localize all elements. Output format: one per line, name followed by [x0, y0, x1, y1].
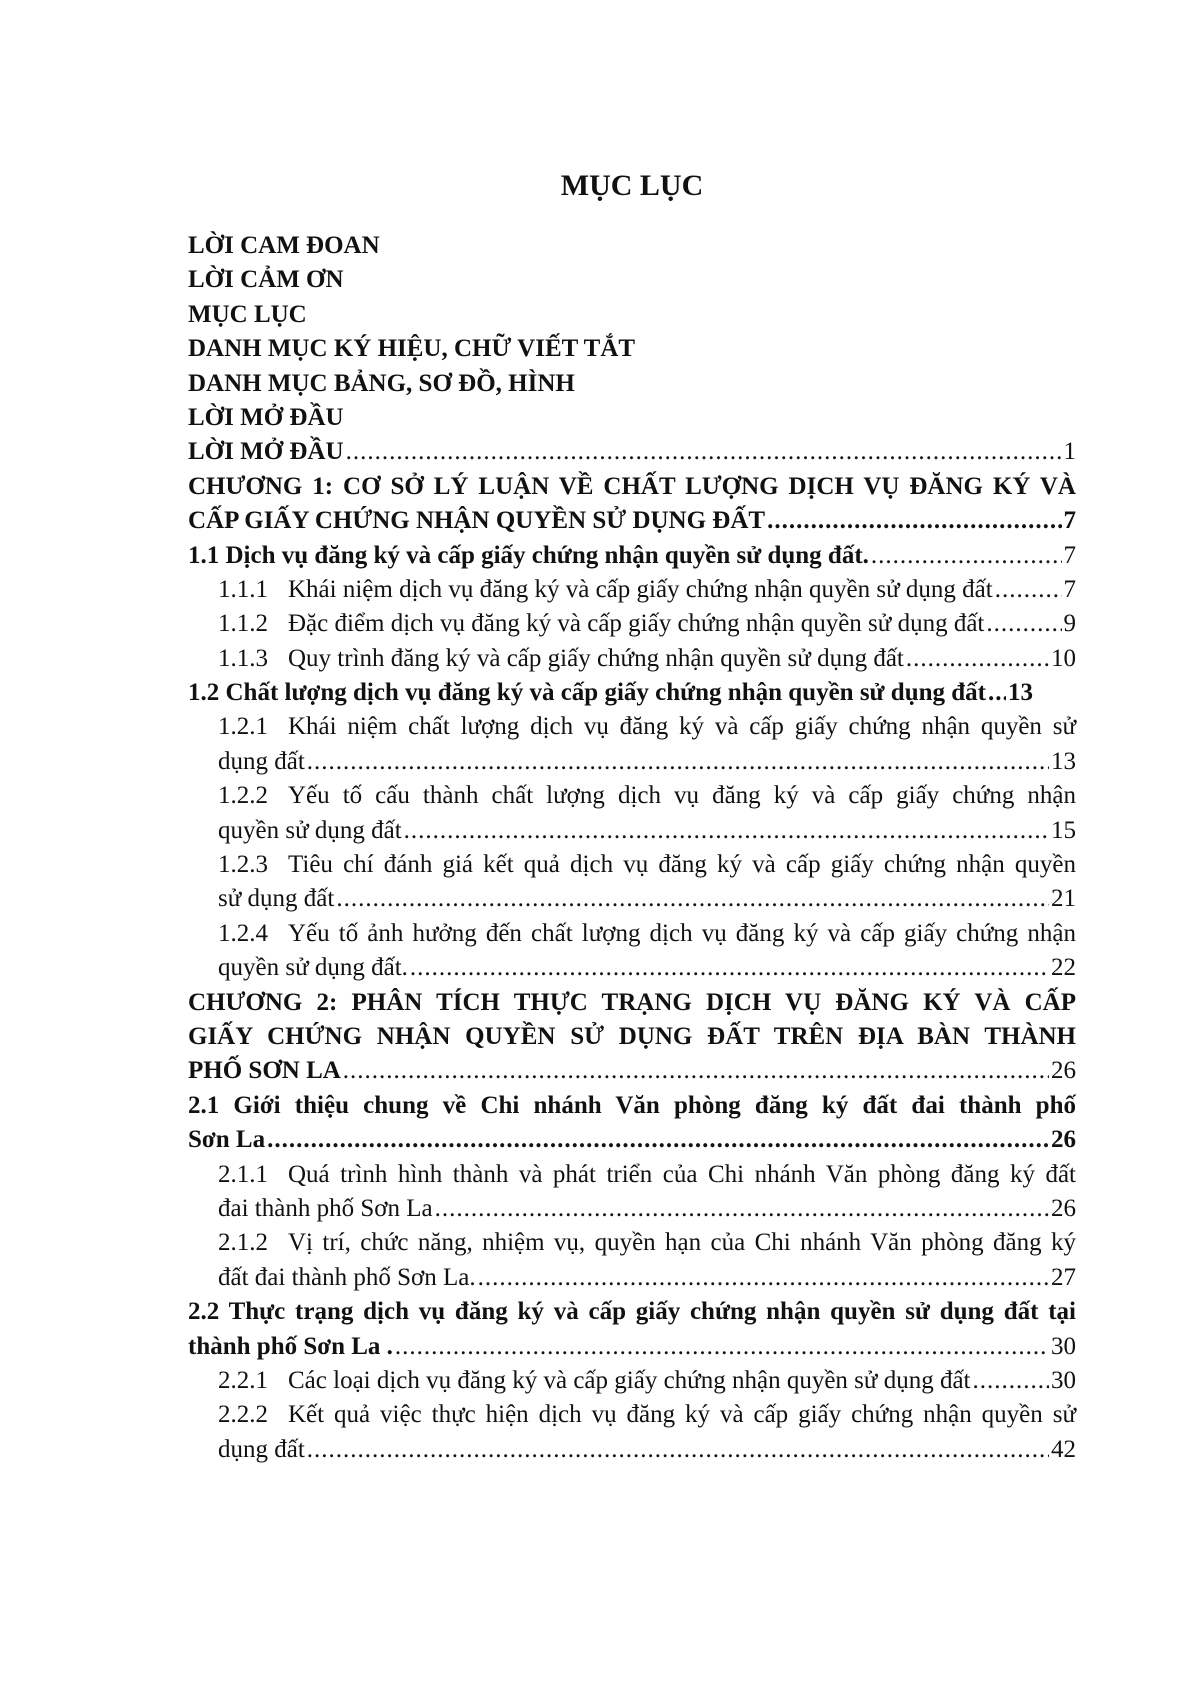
toc-entry-text: Các loại dịch vụ đăng ký và cấp giấy chứng nhận quyền sử dụng đất: [288, 1366, 971, 1394]
leader-dots: [767, 504, 1061, 538]
toc-entry-text: Khái niệm dịch vụ đăng ký và cấp giấy chứng nhận quyền sử dụng đất: [288, 575, 993, 603]
toc-subsection-1-1-1[interactable]: [188, 573, 1076, 607]
toc-page-number: 42: [1051, 1435, 1076, 1463]
leader-dots: [972, 1364, 1049, 1398]
leader-dots: [871, 539, 1062, 573]
toc-entry-text: dụng đất: [218, 747, 305, 775]
leader-dots: [988, 676, 1006, 710]
toc-chapter-1-line[interactable]: CHƯƠNG 1: CƠ SỞ LÝ LUẬN VỀ CHẤT LƯỢNG DỊCH VỤ ĐĂNG KÝ VÀ: [188, 472, 1076, 500]
toc-subsection-2-1-1[interactable]: [188, 1192, 1076, 1226]
leader-dots: [307, 745, 1049, 779]
toc-entry-number: 2.1.1: [218, 1160, 268, 1188]
toc-section-1-2[interactable]: [188, 676, 1076, 710]
toc-entry-number: 1.2.3: [218, 851, 268, 879]
toc-entry-text: Sơn La: [188, 1126, 266, 1154]
toc-section-2-1[interactable]: [188, 1123, 1076, 1157]
table-of-contents: [188, 229, 1076, 1467]
leader-dots: [395, 1330, 1049, 1364]
toc-page-number: 1: [1063, 438, 1076, 466]
toc-entry-number: 1.1.1: [218, 575, 268, 603]
toc-entry-text: quyền sử dụng đất.: [218, 954, 408, 982]
front-matter-item: LỜI CAM ĐOAN: [188, 232, 380, 259]
front-matter-item: DANH MỤC KÝ HIỆU, CHỮ VIẾT TẮT: [188, 335, 636, 363]
toc-page-number: 7: [1063, 575, 1076, 603]
toc-entry-text: Quy trình đăng ký và cấp giấy chứng nhận quyền sử dụng đất: [288, 644, 904, 672]
page-title: MỤC LỤC: [560, 169, 704, 202]
leader-dots: [986, 607, 1061, 641]
toc-page-number: 21: [1051, 885, 1076, 913]
leader-dots: [336, 882, 1049, 916]
leader-dots: [343, 1054, 1049, 1088]
toc-entry-text: CẤP GIẤY CHỨNG NHẬN QUYỀN SỬ DỤNG ĐẤT: [188, 507, 766, 535]
toc-entry-text: quyền sử dụng đất: [218, 816, 402, 844]
leader-dots: [404, 814, 1049, 848]
toc-subsection-1-2-4[interactable]: [188, 951, 1076, 985]
toc-entry-intro[interactable]: [188, 435, 1076, 469]
toc-page-number: 22: [1051, 954, 1076, 982]
toc-subsection-2-2-2[interactable]: [188, 1433, 1076, 1467]
leader-dots: [995, 573, 1062, 607]
toc-entry-text: Kết quả việc thực hiện dịch vụ đăng ký và cấp giấy chứng nhận quyền sử: [288, 1401, 1076, 1429]
toc-section-2-2[interactable]: [188, 1330, 1076, 1364]
toc-entry-text: Yếu tố cấu thành chất lượng dịch vụ đăng ký và cấp giấy chứng nhận: [288, 782, 1076, 810]
toc-entry-text: Tiêu chí đánh giá kết quả dịch vụ đăng ký và cấp giấy chứng nhận quyền: [288, 851, 1076, 879]
toc-entry-number: 2.2.1: [218, 1366, 268, 1394]
toc-subsection-1-2-1[interactable]: [188, 745, 1076, 779]
leader-dots: [346, 435, 1062, 469]
toc-chapter-2-line[interactable]: GIẤY CHỨNG NHẬN QUYỀN SỬ DỤNG ĐẤT TRÊN ĐỊA BÀN THÀNH: [188, 1022, 1076, 1050]
toc-entry-number: 1.2.4: [218, 919, 268, 947]
toc-entry-text: Vị trí, chức năng, nhiệm vụ, quyền hạn của Chi nhánh Văn phòng đăng ký: [288, 1229, 1076, 1257]
toc-chapter-2-line[interactable]: CHƯƠNG 2: PHÂN TÍCH THỰC TRẠNG DỊCH VỤ ĐĂNG KÝ VÀ CẤP: [188, 988, 1076, 1016]
toc-subsection-1-2-2[interactable]: [188, 814, 1076, 848]
toc-entry-text: Đặc điểm dịch vụ đăng ký và cấp giấy chứng nhận quyền sử dụng đất: [288, 610, 985, 638]
toc-subsection-1-2-3[interactable]: [188, 882, 1076, 916]
toc-entry-text: Khái niệm chất lượng dịch vụ đăng ký và cấp giấy chứng nhận quyền sử: [288, 713, 1076, 741]
toc-page-number: 10: [1051, 644, 1076, 672]
toc-subsection-1-2-3-line[interactable]: [188, 848, 1076, 882]
toc-page-number: 7: [1063, 541, 1076, 569]
toc-entry-number: 2.2.2: [218, 1401, 268, 1429]
toc-section-2-1-line[interactable]: 2.1 Giới thiệu chung về Chi nhánh Văn phòng đăng ký đất đai thành phố: [188, 1091, 1076, 1119]
toc-entry-number: 1.1.3: [218, 644, 268, 672]
toc-subsection-2-2-2-line[interactable]: [188, 1398, 1076, 1432]
leader-dots: [410, 951, 1049, 985]
toc-entry-text: đai thành phố Sơn La: [218, 1194, 433, 1222]
toc-entry-text: 1.1 Dịch vụ đăng ký và cấp giấy chứng nhận quyền sử dụng đất.: [188, 541, 869, 569]
toc-entry-text: đất đai thành phố Sơn La.: [218, 1263, 476, 1291]
toc-entry-text: dụng đất: [218, 1435, 305, 1463]
leader-dots: [906, 642, 1049, 676]
toc-subsection-1-1-2[interactable]: [188, 607, 1076, 641]
toc-entry-text: LỜI MỞ ĐẦU: [188, 438, 344, 466]
toc-page-number: 26: [1051, 1194, 1076, 1222]
toc-chapter-2[interactable]: [188, 1054, 1076, 1088]
toc-subsection-1-2-2-line[interactable]: [188, 779, 1076, 813]
toc-page-number: 26: [1051, 1057, 1076, 1085]
toc-page-number: 7: [1063, 507, 1076, 535]
toc-page-number: 30: [1051, 1366, 1076, 1394]
toc-chapter-1[interactable]: [188, 504, 1076, 538]
front-matter-item: LỜI CẢM ƠN: [188, 266, 344, 294]
toc-subsection-2-2-1[interactable]: [188, 1364, 1076, 1398]
toc-entry-text: PHỐ SƠN LA: [188, 1057, 341, 1085]
leader-dots: [267, 1123, 1049, 1157]
toc-entry-text: sử dụng đất: [218, 885, 335, 913]
toc-page-number: 13: [1008, 679, 1033, 707]
toc-entry-text: thành phố Sơn La .: [188, 1332, 393, 1360]
toc-subsection-1-2-4-line[interactable]: [188, 917, 1076, 951]
toc-entry-text: Quá trình hình thành và phát triển của Chi nhánh Văn phòng đăng ký đất: [288, 1160, 1076, 1188]
toc-page-number: 30: [1051, 1332, 1076, 1360]
toc-subsection-1-2-1-line[interactable]: [188, 710, 1076, 744]
toc-page-number: 15: [1051, 816, 1076, 844]
front-matter-item: LỜI MỞ ĐẦU: [188, 403, 344, 431]
toc-subsection-2-1-2-line[interactable]: [188, 1226, 1076, 1260]
toc-section-2-2-line[interactable]: 2.2 Thực trạng dịch vụ đăng ký và cấp giấy chứng nhận quyền sử dụng đất tại: [188, 1298, 1076, 1326]
leader-dots: [478, 1261, 1049, 1295]
toc-entry-number: 1.2.2: [218, 782, 268, 810]
front-matter-item: DANH MỤC BẢNG, SƠ ĐỒ, HÌNH: [188, 369, 575, 397]
toc-subsection-2-1-1-line[interactable]: [188, 1158, 1076, 1192]
toc-entry-number: 1.1.2: [218, 610, 268, 638]
toc-subsection-2-1-2[interactable]: [188, 1261, 1076, 1295]
toc-section-1-1[interactable]: [188, 539, 1076, 573]
front-matter-item: MỤC LỤC: [188, 300, 307, 328]
leader-dots: [435, 1192, 1049, 1226]
toc-entry-text: Yếu tố ảnh hưởng đến chất lượng dịch vụ đăng ký và cấp giấy chứng nhận: [288, 919, 1076, 947]
toc-entry-text: 1.2 Chất lượng dịch vụ đăng ký và cấp giấy chứng nhận quyền sử dụng đất: [188, 679, 986, 707]
toc-entry-number: 2.1.2: [218, 1229, 268, 1257]
toc-entry-number: 1.2.1: [218, 713, 268, 741]
toc-page-number: 13: [1051, 747, 1076, 775]
toc-subsection-1-1-3[interactable]: [188, 642, 1076, 676]
toc-page-number: 27: [1051, 1263, 1076, 1291]
toc-page-number: 26: [1051, 1126, 1076, 1154]
leader-dots: [307, 1433, 1049, 1467]
toc-page-number: 9: [1063, 610, 1076, 638]
